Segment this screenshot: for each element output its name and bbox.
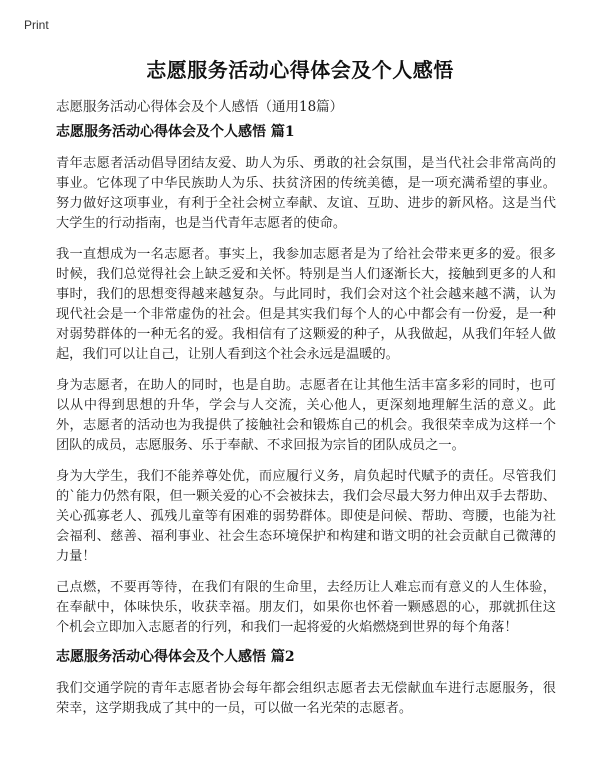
page-title: 志愿服务活动心得体会及个人感悟 (146, 58, 454, 82)
paragraph: 身为大学生，我们不能养尊处优，而应履行义务，肩负起时代赋予的责任。尽管我们的`能力仍然有限，但一颗关爱的心不会被抹去，我们会尽最大努力伸出双手去帮助、关心孤寡老人、孤残儿童等有困难的弱势群体。即使是问候、帮助、弯腰，也能为社会福利、慈善、福利事业、社会生态环境保护和构建和谐文明的社会贡献自己微薄的力量！ (56, 468, 556, 564)
article-body (56, 124, 556, 730)
section-heading: 志愿服务活动心得体会及个人感悟 篇1 (56, 124, 295, 140)
paragraph: 己点燃，不要再等待，在我们有限的生命里，去经历让人难忘而有意义的人生体验，在奉献中，体味快乐，收获幸福。朋友们，如果你也怀着一颗感恩的心，那就抓住这个机会立即加入志愿者的行列，和我们一起将爱的火焰燃烧到世界的每个角落！ (56, 579, 556, 635)
section-2 (56, 649, 556, 719)
paragraph: 我们交通学院的青年志愿者协会每年都会组织志愿者去无偿献血车进行志愿服务，很荣幸，这学期我成了其中的一员，可以做一名光荣的志愿者。 (56, 680, 556, 716)
section-heading: 志愿服务活动心得体会及个人感悟 篇2 (56, 648, 295, 665)
page-subtitle: 志愿服务活动心得体会及个人感悟（通用18篇） (56, 99, 344, 115)
paragraph: 我一直想成为一名志愿者。事实上，我参加志愿者是为了给社会带来更多的爱。很多时候，我们总觉得社会上缺乏爱和关怀。特别是当人们逐渐长大，接触到更多的人和事时，我们的思想变得越来越复杂。与此同时，我们会对这个社会越来越不满，认为现代社会是一个非常虚伪的社会。但是其实我们每个人的心中都会有一份爱，是一种对弱势群体的一种无名的爱。我相信有了这颗爱的种子，从我做起，从我们年轻人做起，我们可以让自己，让别人看到这个社会永远是温暖的。 (56, 246, 556, 362)
paragraph: 身为志愿者，在助人的同时，也是自助。志愿者在让其他生活丰富多彩的同时，也可以从中得到思想的升华，学会与人交流，关心他人，更深刻地理解生活的意义。此外，志愿者的活动也为我提供了接触社会和锻炼自己的机会。我很荣幸成为这样一个团队的成员，志愿服务、乐于奉献、不求回报为宗旨的团队成员之一。 (56, 377, 556, 453)
section-1 (56, 124, 556, 638)
print-link[interactable]: Print (24, 18, 49, 32)
paragraph: 青年志愿者活动倡导团结友爱、助人为乐、勇敢的社会氛围，是当代社会非常高尚的事业。它体现了中华民族助人为乐、扶贫济困的传统美德，是一项充满希望的事业。努力做好这项事业，有利于全社会树立奉献、友谊、互助、进步的新风格。这是当代大学生的行动指南，也是当代青年志愿者的使命。 (56, 155, 556, 231)
